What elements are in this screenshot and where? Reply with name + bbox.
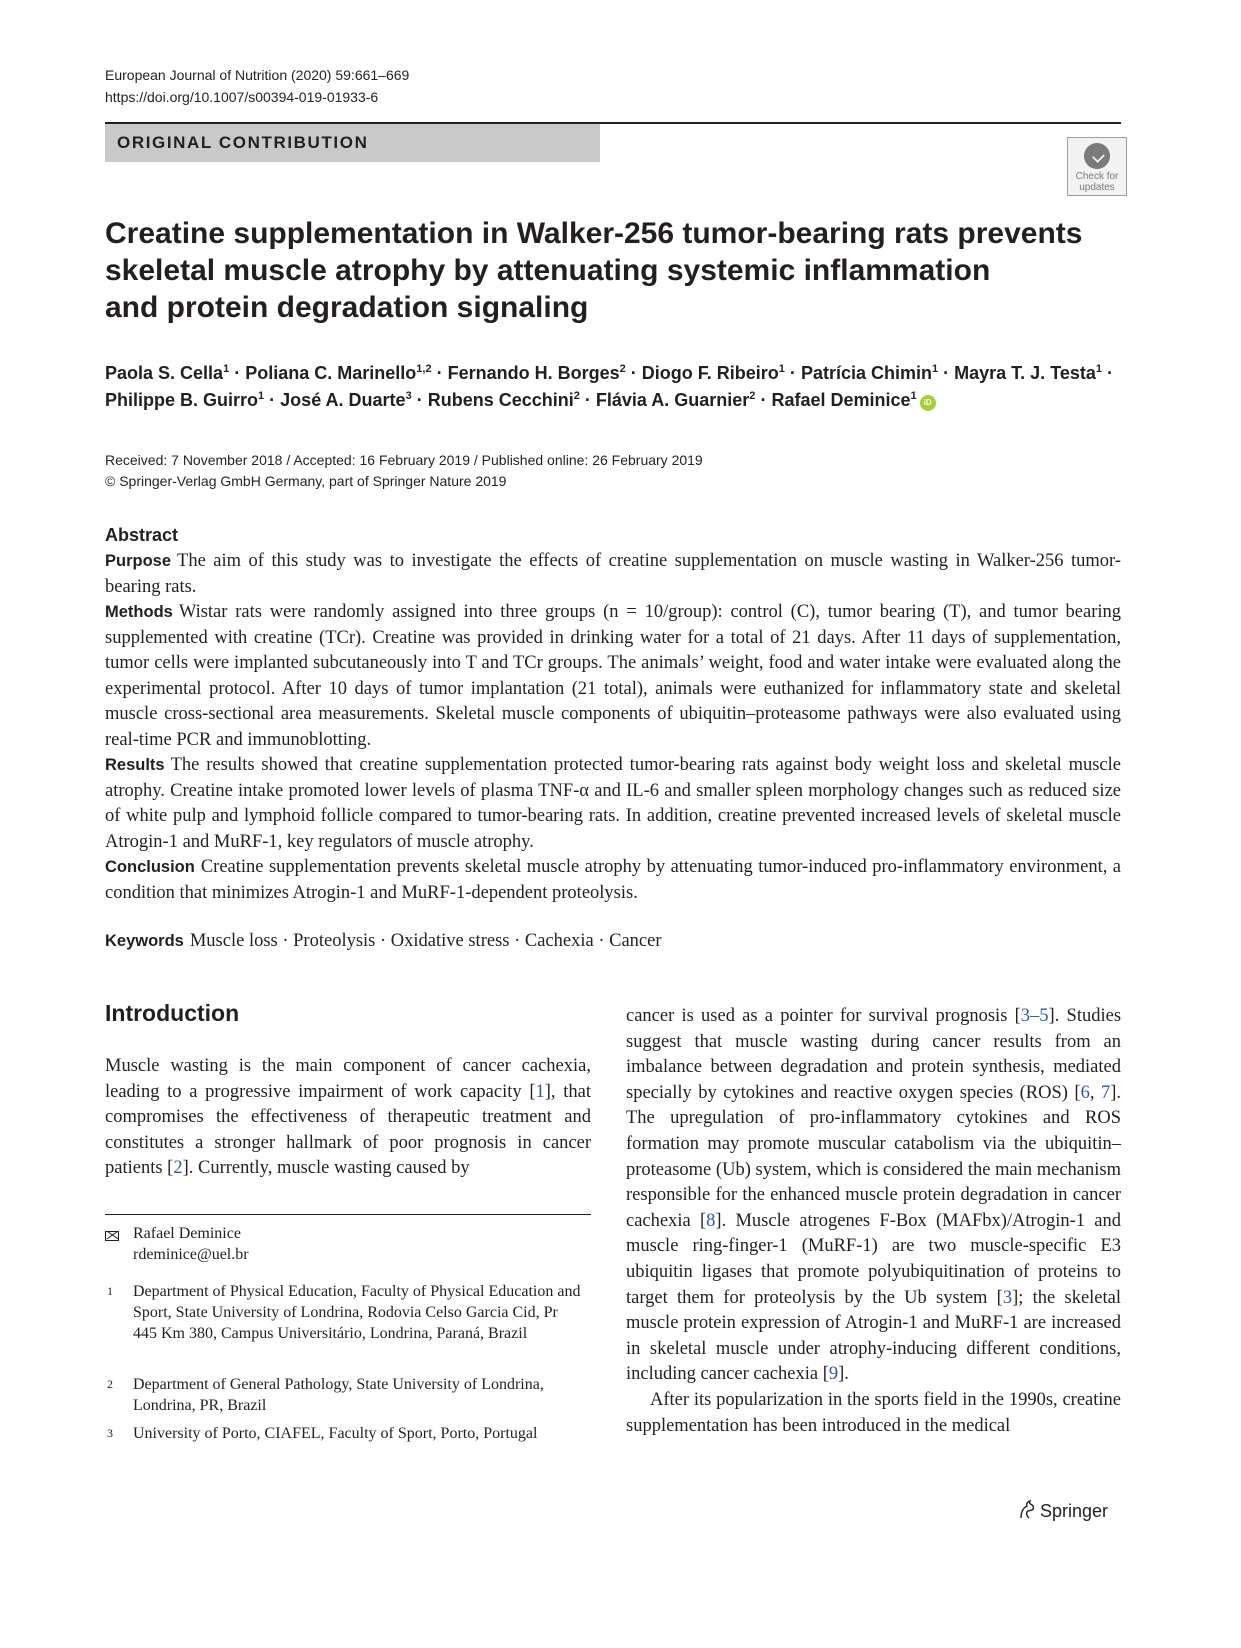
citation-link[interactable]: 7 xyxy=(1100,1082,1111,1103)
citation-link[interactable]: 2 xyxy=(173,1158,183,1179)
publication-history: Received: 7 November 2018 / Accepted: 16 February 2019 / Published online: 26 February 2019 xyxy=(105,452,703,468)
abstract-methods xyxy=(105,600,1121,754)
author-name[interactable]: José A. Duarte xyxy=(280,390,406,410)
text-run: cancer is used as a pointer for survival prognosis [ xyxy=(626,1006,1021,1026)
intro-right-column xyxy=(626,1004,1121,1439)
author-affiliation: 1 xyxy=(1095,363,1102,375)
citation-link[interactable]: 3–5 xyxy=(1020,1006,1049,1026)
author-separator: · xyxy=(269,390,276,410)
text-run: ]; the skeletal muscle protein expression of Atrogin-1 and MuRF-1 are increased in skeletal muscle under atrophy-inducing different conditions, including cancer cachexia [ xyxy=(626,1287,1122,1385)
author-affiliation: 1 xyxy=(910,390,917,402)
keywords-label: Keywords xyxy=(105,932,184,950)
author-affiliation: 1 xyxy=(931,363,939,375)
article-type-label: ORIGINAL CONTRIBUTION xyxy=(105,124,600,162)
author-name[interactable]: Diogo F. Ribeiro xyxy=(641,363,779,383)
abstract-results xyxy=(105,753,1121,855)
publisher-logo xyxy=(1018,1500,1108,1522)
methods-label: Methods xyxy=(105,603,173,621)
author-name[interactable]: Rafael Deminice xyxy=(771,390,911,410)
check-updates-text-1: Check for xyxy=(1075,171,1119,182)
journal-reference: European Journal of Nutrition (2020) 59:661–669 xyxy=(105,67,410,83)
intro-paragraph: After its popularization in the sports field in the 1990s, creatine supplementation has been introduced in the medical xyxy=(626,1389,1121,1436)
purpose-text: The aim of this study was to investigate the effects of creatine supplementation on muscle wasting in Walker-256 tumor-bearing rats. xyxy=(105,551,1121,597)
footnote-rule xyxy=(105,1214,591,1215)
corresponding-author-email[interactable]: rdeminice@uel.br xyxy=(133,1246,249,1263)
keywords-text: Muscle loss · Proteolysis · Oxidative stress · Cachexia · Cancer xyxy=(189,931,662,951)
affiliation-3: University of Porto, CIAFEL, Faculty of Sport, Porto, Portugal xyxy=(133,1425,538,1442)
intro-paragraph xyxy=(626,1004,1121,1388)
author-name[interactable]: Philippe B. Guirro xyxy=(105,390,259,410)
citation-link[interactable]: 3 xyxy=(1002,1287,1013,1308)
intro-left-column xyxy=(105,1054,591,1182)
text-run: ]. The upregulation of pro-inflammatory cytokines and ROS formation may promote muscular catabolism via the ubiquitin–proteasome (Ub) system, which is considered the main mechanism responsible for the enhanced muscle protein degradation in cancer cachexia [ xyxy=(626,1082,1121,1231)
text-run: ], that compromises the effectiveness of therapeutic treatment and constitutes a stronger hallmark of poor prognosis in cancer patients [ xyxy=(105,1081,592,1179)
author-affiliation: 2 xyxy=(573,390,580,402)
corresponding-author-name: Rafael Deminice xyxy=(133,1225,241,1242)
keywords xyxy=(105,929,1121,955)
author-name[interactable]: Mayra T. J. Testa xyxy=(954,363,1096,383)
results-text: The results showed that creatine supplementation protected tumor-bearing rats against body weight loss and skeletal muscle atrophy. Creatine intake promoted lower levels of plasma TNF-α and IL-6 and smaller spleen morphology changes such as reduced size of white pulp and lymphoid follicle compared to tumor-bearing rats. In addition, creatine prevented increased levels of skeletal muscle Atrogin-1 and MuRF-1, key regulators of muscle atrophy. xyxy=(105,755,1121,852)
text-run: ]. Currently, muscle wasting caused by xyxy=(182,1158,470,1179)
author-separator: · xyxy=(630,363,637,383)
author-affiliation: 1 xyxy=(258,390,265,402)
text-run: ]. Studies suggest that muscle wasting during cancer results from an imbalance between degradation and protein synthesis, mediated specially by cytokines and reactive oxygen species (ROS) [ xyxy=(626,1006,1122,1103)
purpose-label: Purpose xyxy=(105,552,172,570)
author-name[interactable]: Flávia A. Guarnier xyxy=(595,390,750,410)
doi-link[interactable]: https://doi.org/10.1007/s00394-019-01933-6 xyxy=(105,89,379,105)
affiliation-2: Department of General Pathology, State University of Londrina, Londrina, PR, Brazil xyxy=(133,1376,544,1414)
affiliation-number: 3 xyxy=(107,1426,113,1440)
author-affiliation: 2 xyxy=(749,390,756,402)
text-run: ]. xyxy=(838,1364,849,1385)
text-run: , xyxy=(1089,1082,1101,1103)
abstract-purpose xyxy=(105,549,1121,600)
author-separator: · xyxy=(436,363,443,383)
author-name[interactable]: Patrícia Chimin xyxy=(800,363,932,383)
author-name[interactable]: Fernando H. Borges xyxy=(447,363,620,383)
author-affiliation: 1 xyxy=(223,363,230,375)
author-affiliation: 1 xyxy=(778,363,785,375)
title-line: Creatine supplementation in Walker-256 tumor-bearing rats prevents xyxy=(105,217,1083,250)
results-label: Results xyxy=(105,756,165,774)
author-separator: · xyxy=(584,390,591,410)
affiliation-number: 1 xyxy=(107,1284,113,1298)
abstract-heading: Abstract xyxy=(105,525,179,545)
author-name[interactable]: Paola S. Cella xyxy=(105,363,224,383)
text-run: Muscle wasting is the main component of cancer cachexia, leading to a progressive impairment of work capacity [ xyxy=(105,1056,591,1102)
author-affiliation: 3 xyxy=(405,390,412,402)
citation-link[interactable]: 8 xyxy=(706,1210,716,1231)
abstract-conclusion xyxy=(105,855,1121,906)
author-list xyxy=(105,360,1135,414)
orcid-icon[interactable]: iD xyxy=(920,395,936,411)
affiliation-1: Department of Physical Education, Faculty of Physical Education and Sport, State University of Londrina, Rodovia Celso Garcia Cid, Pr 445 Km 380, Campus Universitário, Londrina, Paraná, Brazil xyxy=(133,1283,581,1342)
publisher-name: Springer xyxy=(1040,1501,1109,1521)
section-heading-introduction: Introduction xyxy=(105,1000,240,1026)
author-separator: · xyxy=(789,363,796,383)
citation-link[interactable]: 1 xyxy=(535,1081,545,1102)
author-name[interactable]: Poliana C. Marinello xyxy=(245,363,417,383)
check-for-updates-button[interactable] xyxy=(1067,137,1127,196)
text-run: ]. Muscle atrogenes F-Box (MAFbx)/Atrogin-1 and muscle ring-finger-1 (MuRF-1) are two muscle-specific E3 ubiquitin ligases that promote polyubiquitination of proteins to target them for proteolysis by the Ub system [ xyxy=(626,1210,1122,1308)
author-separator: · xyxy=(416,390,423,410)
title-line: and protein degradation signaling xyxy=(105,291,589,324)
springer-horse-icon xyxy=(1018,1500,1036,1520)
copyright-notice: © Springer-Verlag GmbH Germany, part of Springer Nature 2019 xyxy=(105,473,507,489)
author-separator: · xyxy=(234,363,241,383)
citation-link[interactable]: 6 xyxy=(1080,1082,1090,1103)
author-affiliation: 1,2 xyxy=(416,363,432,375)
author-separator: · xyxy=(1107,363,1114,383)
check-updates-icon xyxy=(1084,143,1110,169)
title-line: skeletal muscle atrophy by attenuating systemic inflammation xyxy=(105,254,991,287)
intro-paragraph xyxy=(105,1054,591,1182)
check-updates-text-2: updates xyxy=(1079,182,1115,193)
author-separator: · xyxy=(760,390,767,410)
article-title xyxy=(105,215,1083,326)
author-line-2 xyxy=(105,387,1135,414)
citation-link[interactable]: 9 xyxy=(828,1364,839,1385)
author-name[interactable]: Rubens Cecchini xyxy=(427,390,574,410)
methods-text: Wistar rats were randomly assigned into three groups (n = 10/group): control (C), tumor bearing (T), and tumor bearing supplemented with creatine (TCr). Creatine was provided in drinking water for a total of 21 days. After 11 days of supplementation, tumor cells were implanted subcutaneously into T and TCr groups. The animals’ weight, food and water intake were evaluated along the experimental protocol. After 10 days of tumor implantation (21 total), animals were euthanized for inflammatory state and skeletal muscle cross-sectional area measurements. Skeletal muscle components of ubiquitin–proteasome pathways were also evaluated using real-time PCR and immunoblotting. xyxy=(105,602,1121,750)
conclusion-label: Conclusion xyxy=(105,858,195,876)
author-line-1 xyxy=(105,360,1135,387)
author-affiliation: 2 xyxy=(619,363,626,375)
author-separator: · xyxy=(943,363,950,383)
envelope-icon xyxy=(105,1231,119,1241)
affiliation-number: 2 xyxy=(107,1377,113,1391)
conclusion-text: Creatine supplementation prevents skeletal muscle atrophy by attenuating tumor-induced pro-inflammatory environment, a condition that minimizes Atrogin-1 and MuRF-1-dependent proteolysis. xyxy=(105,857,1121,903)
